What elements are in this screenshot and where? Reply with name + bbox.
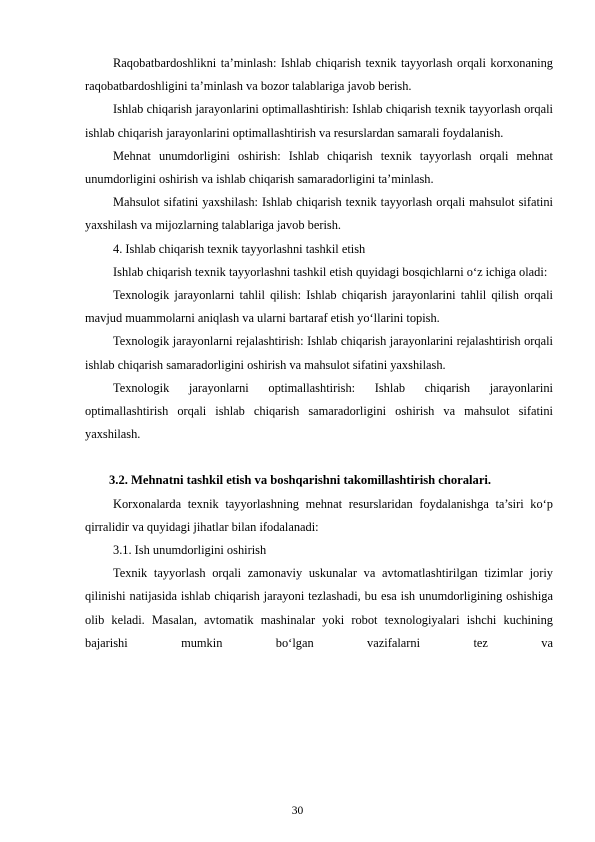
paragraph: Texnologik jarayonlarni rejalashtirish: Ishlab chiqarish jarayonlarini rejalashtirish orqali ishlab chiqarish samaradorligini oshirish va mahsulot sifatini yaxshilash. xyxy=(85,334,553,372)
paragraph: Mehnat unumdorligini oshirish: Ishlab chiqarish texnik tayyorlash orqali mehnat unumdorligini oshirish va ishlab chiqarish samaradorligini ta’minlash. xyxy=(85,148,553,187)
paragraph: Texnologik jarayonlarni tahlil qilish: Ishlab chiqarish jarayonlarini tahlil qilish orqali mavjud muammolarni aniqlash va ularni bartaraf etish yo‘llarini topish. xyxy=(85,288,553,326)
section-subtitle: 3.1. Ish unumdorligini oshirish xyxy=(113,543,267,558)
paragraph: Texnik tayyorlash orqali zamonaviy uskunalar va avtomatlashtirilgan tizimlar joriy qilinishi natijasida ishlab chiqarish jarayoni tezlashadi, bu esa ish unumdorligining oshishiga olib keladi. Masalan, avtomatik mashinalar yoki robot texnologiyalari ishchi kuchining bajarishi mumkin bo‘lgan vazifalarni tez va xyxy=(85,566,553,650)
document-body xyxy=(85,52,553,655)
section-subtitle: 4. Ishlab chiqarish texnik tayyorlashni tashkil etish xyxy=(113,241,366,256)
paragraph: Korxonalarda texnik tayyorlashning mehnat resurslaridan foydalanishga ta’siri ko‘p qirralidir va quyidagi jihatlar bilan ifodalanadi: xyxy=(85,496,553,534)
paragraph: Raqobatbardoshlikni ta’minlash: Ishlab chiqarish texnik tayyorlash orqali korxonaning raqobatbardoshligini ta’minlash va bozor talablariga javob berish. xyxy=(85,56,553,94)
paragraph: Mahsulot sifatini yaxshilash: Ishlab chiqarish texnik tayyorlash orqali mahsulot sifatini yaxshilash va mijozlarning talablariga javob berish. xyxy=(85,195,553,233)
paragraph: Ishlab chiqarish jarayonlarini optimallashtirish: Ishlab chiqarish texnik tayyorlash orqali ishlab chiqarish jarayonlarini optimallashtirish va resurslardan samarali foydalanish. xyxy=(85,102,553,140)
paragraph: Ishlab chiqarish texnik tayyorlashni tashkil etish quyidagi bosqichlarni o‘z ichiga oladi: xyxy=(113,264,548,279)
paragraph: Texnologik jarayonlarni optimallashtirish: Ishlab chiqarish jarayonlarini optimallashtirish orqali ishlab chiqarish samaradorligini oshirish va mahsulot sifatini yaxshilash. xyxy=(85,380,553,442)
section-heading: 3.2. Mehnatni tashkil etish va boshqarishni takomillashtirish choralari. xyxy=(109,473,492,488)
page-number: 30 xyxy=(291,805,304,817)
